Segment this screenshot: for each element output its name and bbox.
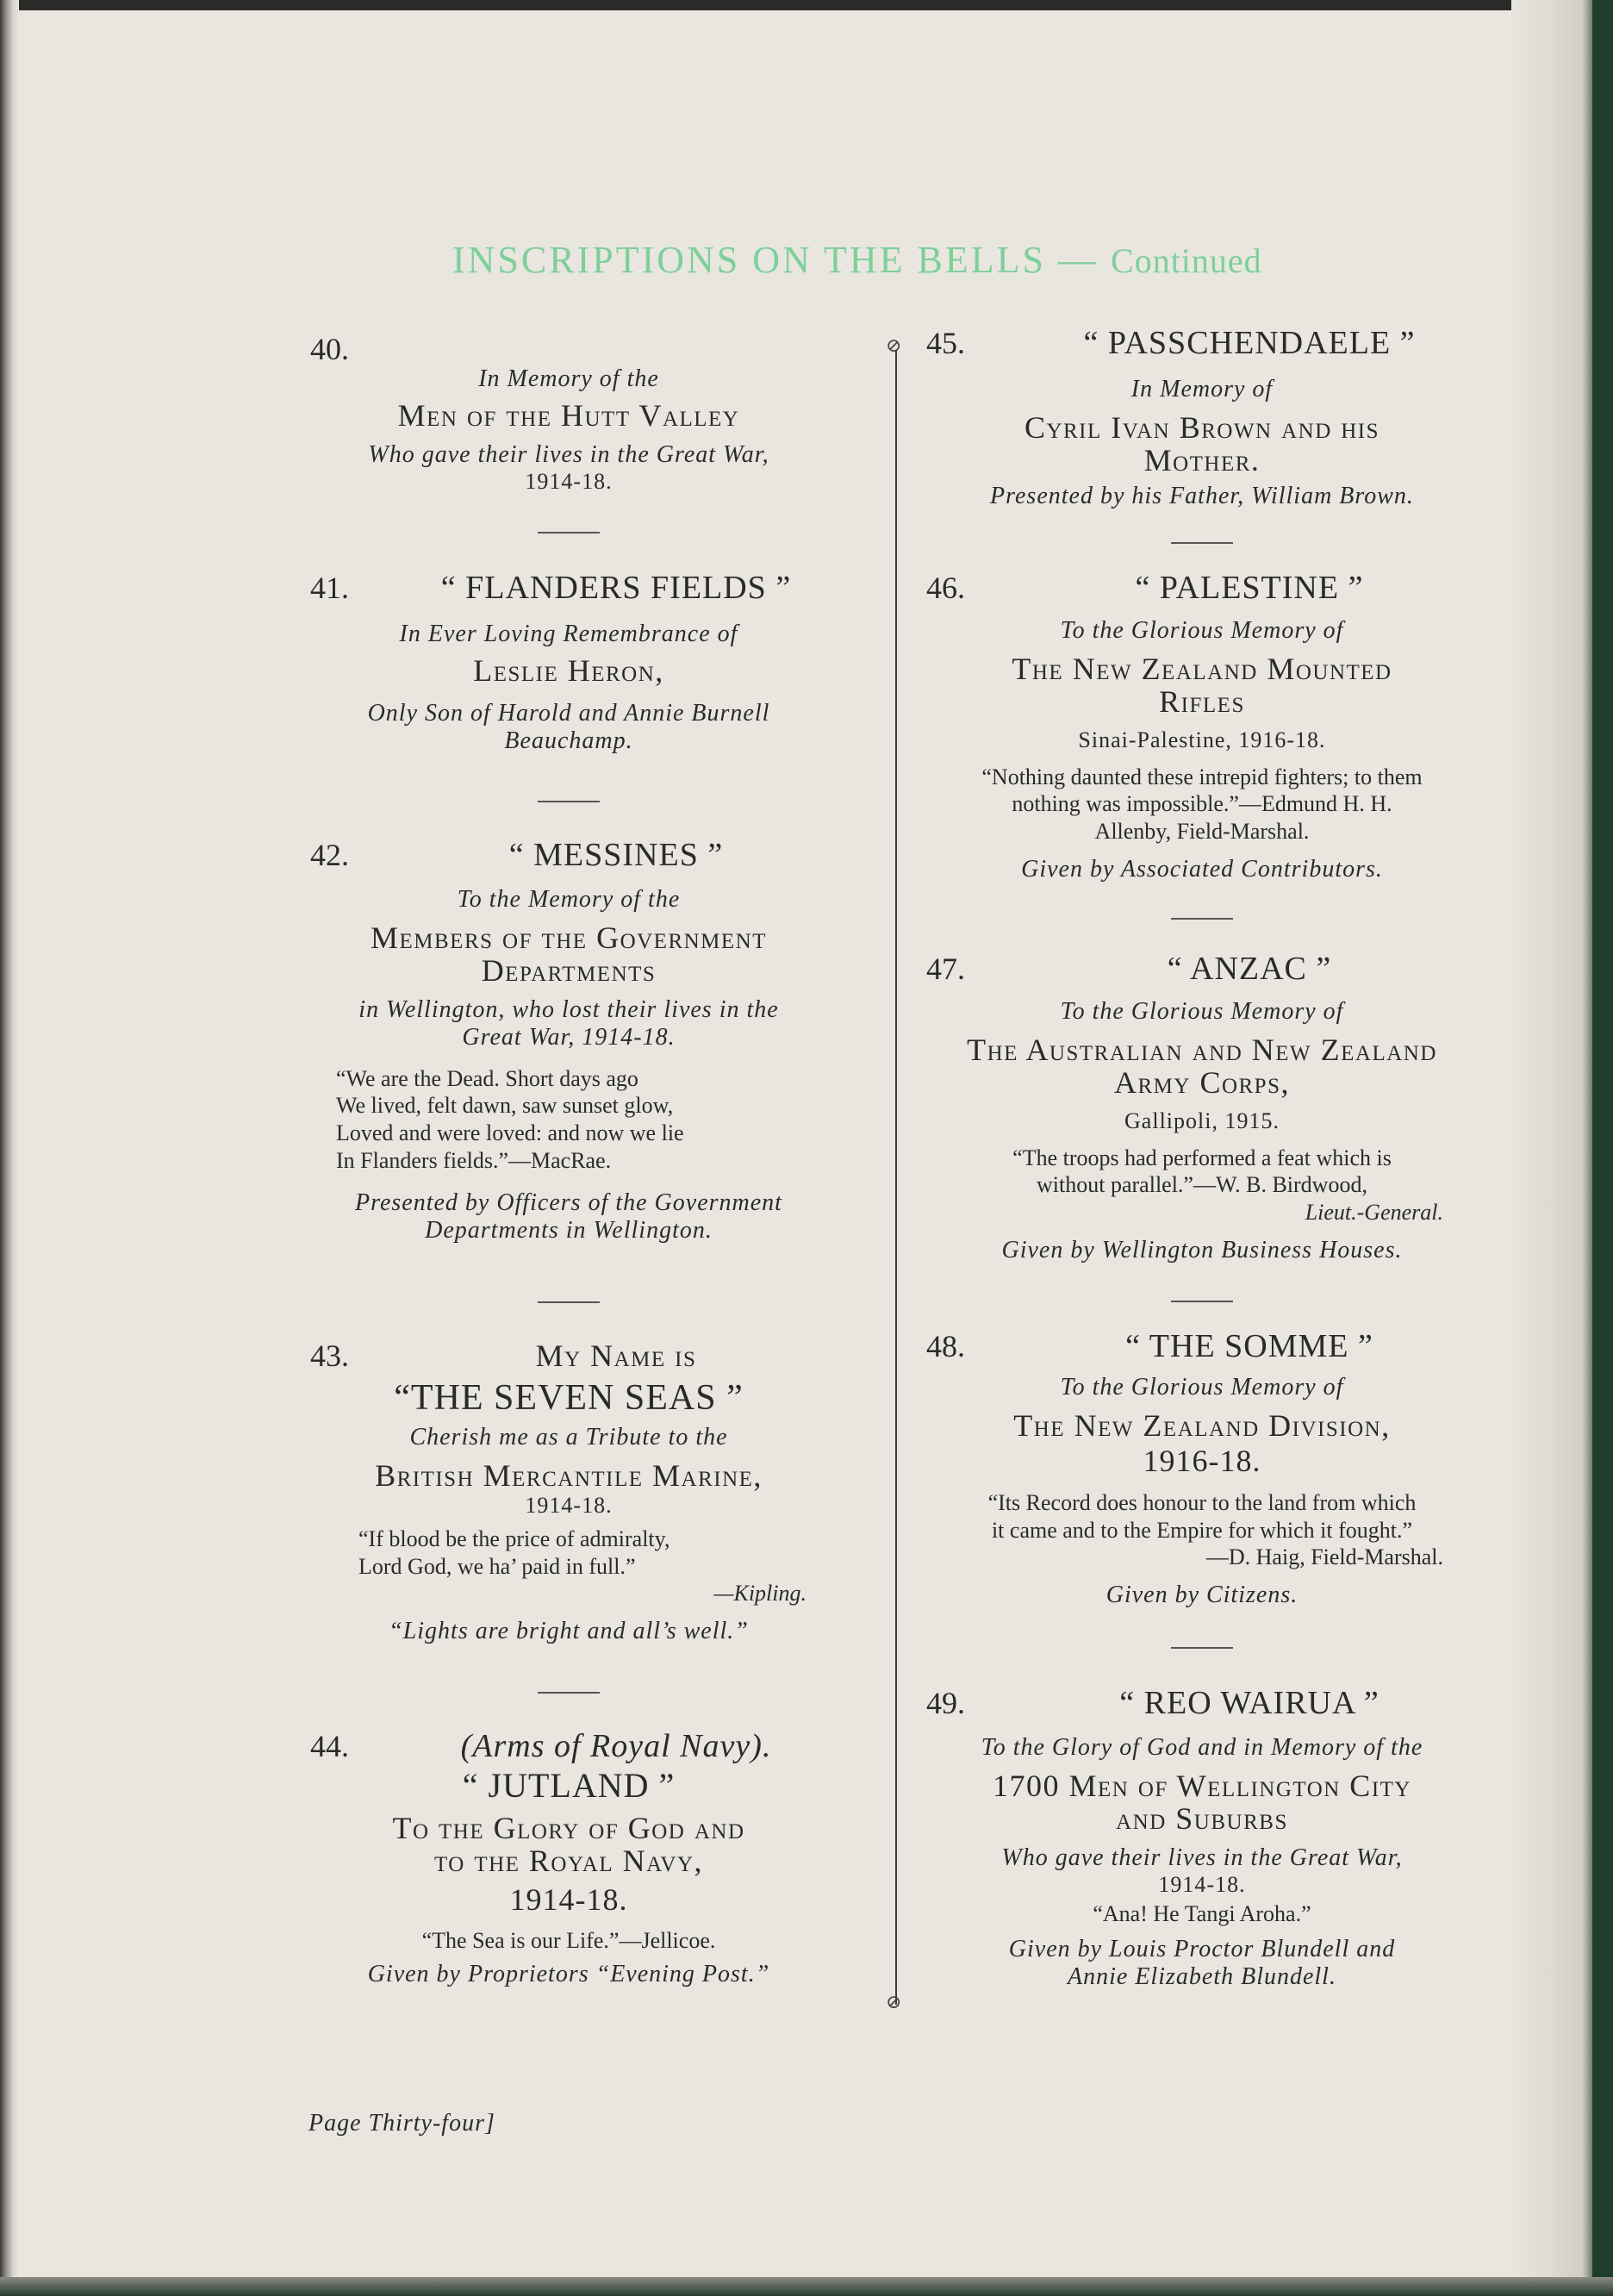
entry-location-dates: Sinai-Palestine, 1916-18.: [1078, 727, 1326, 752]
quote-line: “The Sea is our Life.”—Jellicoe.: [421, 1927, 716, 1953]
inscription-45: [926, 324, 1478, 510]
separator: [1171, 1647, 1233, 1649]
quotation: [358, 1525, 806, 1607]
book-bottom-edge: [0, 2277, 1613, 2296]
quote-line: without parallel.”—W. B. Birdwood,: [1037, 1172, 1367, 1198]
separator: [1171, 1301, 1233, 1302]
entry-number: 45.: [926, 326, 965, 360]
separator: [1171, 918, 1233, 920]
inscription-49: [926, 1684, 1478, 1991]
page-header: [452, 238, 1357, 282]
entry-dates: 1914-18.: [525, 1492, 613, 1518]
quote-line: We lived, felt dawn, saw sunset glow,: [336, 1093, 674, 1119]
entry-line: In Memory of: [1130, 376, 1274, 402]
entry-dates: 1914-18.: [509, 1881, 628, 1917]
entry-number: 43.: [310, 1338, 349, 1373]
separator: [1171, 542, 1233, 544]
separator: [538, 1301, 600, 1303]
quote-attribution: —D. Haig, Field-Marshal.: [1205, 1544, 1443, 1570]
entry-line: In Memory of the: [478, 365, 659, 392]
entry-dedication: The New Zealand Division,: [1013, 1408, 1391, 1443]
quotation: [926, 1145, 1478, 1226]
bell-name: “ PALESTINE ”: [1135, 570, 1364, 606]
entry-dates: 1914-18.: [1158, 1871, 1246, 1897]
page-footer: Page Thirty-four]: [308, 2110, 495, 2137]
entry-line: To the Glorious Memory of: [1060, 617, 1344, 644]
divider-ornament-top: ⊘: [886, 334, 902, 356]
quote-line: Loved and were loved: and now we lie: [336, 1120, 684, 1146]
quote-line: Allenby, Field-Marshal.: [1094, 819, 1310, 845]
given-by: Annie Elizabeth Blundell.: [1068, 1962, 1336, 1990]
quote-line: “Ana! He Tangi Aroha.”: [1093, 1900, 1311, 1926]
bell-name: “ MESSINES ”: [508, 837, 724, 873]
inscription-42: [310, 836, 827, 1245]
entry-dedication: and Suburbs: [1116, 1800, 1288, 1836]
entry-dedication: Members of the Government: [370, 920, 768, 955]
bell-name: “ ANZAC ”: [1167, 951, 1332, 987]
book-cover-edge: [1592, 0, 1613, 2296]
entry-dates: 1916-18.: [1143, 1443, 1261, 1478]
given-by: Given by Citizens.: [1105, 1581, 1298, 1608]
entry-line: Great War, 1914-18.: [462, 1023, 676, 1051]
bell-name: “ THE SOMME ”: [1125, 1328, 1373, 1364]
divider-ornament-bottom: ⊘: [886, 1991, 902, 2012]
given-by: Given by Wellington Business Houses.: [1001, 1236, 1403, 1263]
entry-dedication: to the Royal Navy,: [433, 1843, 704, 1878]
presented-by: Departments in Wellington.: [425, 1217, 713, 1245]
quote-line: In Flanders fields.”—MacRae.: [336, 1147, 612, 1173]
quote-attribution: Lieut.-General.: [1305, 1200, 1443, 1226]
quotation: [926, 1489, 1478, 1571]
entry-dates: 1914-18.: [525, 468, 613, 494]
entry-number: 42.: [310, 838, 349, 872]
quote-line: it came and to the Empire for which it fought.”: [991, 1517, 1413, 1543]
entry-number: 47.: [926, 951, 965, 986]
quotation: [926, 764, 1478, 845]
entry-number: 44.: [310, 1729, 349, 1763]
entry-line: To the Glorious Memory of: [1060, 998, 1344, 1025]
header-continued: Continued: [1111, 241, 1262, 280]
separator: [538, 532, 600, 533]
entry-number: 48.: [926, 1329, 965, 1363]
book-top-edge: [0, 0, 1613, 10]
column-divider: [895, 350, 897, 2005]
given-by: Given by Proprietors “Evening Post.”: [367, 1960, 770, 1987]
bell-name: “ PASSCHENDAELE ”: [1083, 325, 1416, 361]
entry-dedication: Mother.: [1143, 442, 1261, 477]
entry-number: 40.: [310, 332, 349, 366]
entry-dedication: The New Zealand Mounted: [1012, 652, 1392, 686]
bell-name: “ FLANDERS FIELDS ”: [440, 570, 792, 606]
entry-line: To the Glorious Memory of: [1060, 1374, 1344, 1401]
entry-line: Who gave their lives in the Great War,: [368, 440, 769, 468]
quote-line: “We are the Dead. Short days ago: [336, 1065, 638, 1091]
inscription-48: [926, 1327, 1478, 1609]
entry-number: 49.: [926, 1686, 965, 1720]
quote-line: “Lights are bright and all’s well.”: [389, 1617, 749, 1644]
presented-by: Presented by Officers of the Government: [355, 1189, 782, 1217]
entry-line: Only Son of Harold and Annie Burnell: [367, 699, 770, 727]
entry-line: in Wellington, who lost their lives in the: [358, 995, 779, 1023]
entry-dedication: Cyril Ivan Brown and his: [1024, 410, 1380, 445]
entry-number: 41.: [310, 571, 349, 605]
book-gutter-left: [0, 0, 19, 2296]
quote-line: “Nothing daunted these intrepid fighters; to them: [981, 764, 1423, 789]
quotation: [336, 1065, 793, 1175]
entry-dedication: Men of the Hutt Valley: [397, 398, 740, 433]
entry-line: In Ever Loving Remembrance of: [399, 621, 738, 647]
header-dash: —: [1058, 239, 1099, 281]
given-by: Given by Associated Contributors.: [1021, 855, 1383, 883]
bell-title: “ JUTLAND ”: [462, 1766, 676, 1805]
quote-line: “The troops had performed a feat which is: [1012, 1145, 1392, 1170]
entry-line: To the Memory of the: [457, 886, 681, 913]
presented-by: Presented by his Father, William Brown.: [990, 482, 1414, 509]
entry-dedication: Army Corps,: [1113, 1064, 1290, 1100]
entry-dedication: Leslie Heron,: [473, 653, 664, 688]
inscription-43: [310, 1338, 827, 1645]
entry-dedication: Departments: [481, 952, 657, 988]
separator: [538, 1692, 600, 1694]
bell-title: “THE SEVEN SEAS ”: [394, 1378, 744, 1418]
inscription-47: [926, 950, 1478, 1264]
quote-attribution: —Kipling.: [713, 1581, 806, 1607]
entry-location-dates: Gallipoli, 1915.: [1124, 1107, 1280, 1133]
entry-dedication: British Mercantile Marine,: [375, 1458, 763, 1493]
bell-name: (Arms of Royal Navy).: [460, 1728, 772, 1764]
entry-line: Who gave their lives in the Great War,: [1001, 1844, 1403, 1871]
entry-number: 46.: [926, 571, 965, 605]
entry-dedication: To the Glory of God and: [392, 1811, 745, 1845]
entry-line: Beauchamp.: [504, 727, 633, 754]
entry-line: To the Glory of God and in Memory of the: [981, 1734, 1423, 1761]
given-by: Given by Louis Proctor Blundell and: [1008, 1935, 1396, 1962]
quote-line: “Its Record does honour to the land from which: [987, 1489, 1417, 1515]
quote-line: “If blood be the price of admiralty,: [358, 1525, 670, 1551]
entry-dedication: Rifles: [1159, 683, 1245, 719]
quote-line: nothing was impossible.”—Edmund H. H.: [1012, 791, 1392, 817]
separator: [538, 801, 600, 802]
inscription-41: [310, 569, 827, 755]
inscription-44: [310, 1727, 827, 1988]
entry-line: Cherish me as a Tribute to the: [409, 1424, 728, 1451]
bell-name: My Name is: [535, 1338, 697, 1373]
inscription-46: [926, 569, 1478, 883]
entry-dedication: 1700 Men of Wellington City: [993, 1769, 1411, 1803]
bell-name: “ REO WAIRUA ”: [1119, 1685, 1379, 1721]
entry-dedication: The Australian and New Zealand: [967, 1033, 1437, 1067]
inscription-40: [310, 331, 827, 495]
header-title: INSCRIPTIONS ON THE BELLS: [452, 239, 1047, 281]
quote-line: Lord God, we ha’ paid in full.”: [358, 1553, 636, 1579]
